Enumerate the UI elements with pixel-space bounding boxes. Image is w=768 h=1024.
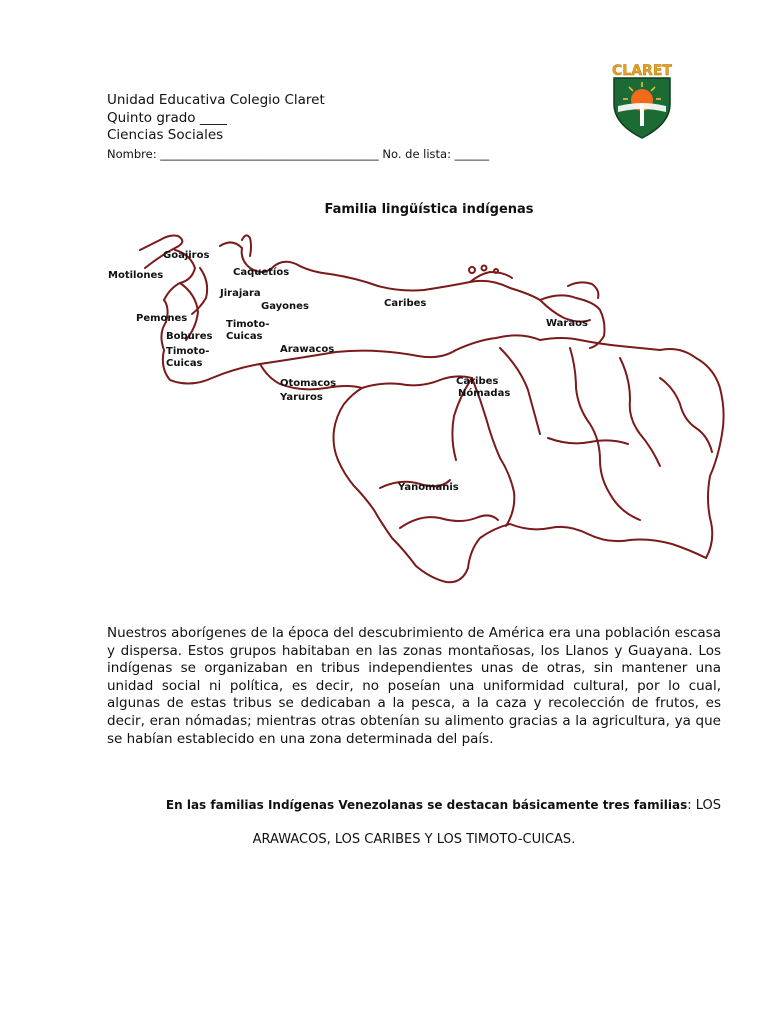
label-goajiros: Goajiros [163, 250, 210, 261]
closing-bold: En las familias Indígenas Venezolanas se destacan básicamente tres familias [165, 798, 688, 812]
label-waraos: Waraos [546, 318, 588, 329]
logo-text: CLARET [612, 63, 672, 79]
label-gayones: Gayones [261, 301, 309, 312]
name-list-line [107, 146, 489, 162]
label-timoto-cuicas-b1: Timoto- [166, 346, 210, 357]
venezuela-map [100, 228, 736, 596]
closing-families: ARAWACOS, LOS CARIBES Y LOS TIMOTO-CUICAS. [252, 832, 576, 847]
label-caquetios: Caquetíos [233, 267, 290, 278]
closing-colon: : LOS [687, 798, 721, 813]
name-field: Nombre: ______________________________________ [107, 146, 379, 161]
label-timoto-cuicas-b2: Cuicas [166, 358, 203, 369]
label-arawacos: Arawacos [280, 344, 335, 355]
list-number-field: No. de lista: ______ [382, 146, 490, 161]
label-otomacos: Otomacos [280, 378, 337, 389]
label-caribes-nomadas-1: Caribes [456, 376, 499, 387]
document-header [107, 92, 489, 162]
label-yaruros: Yaruros [280, 392, 323, 403]
label-pemones: Pemones [136, 313, 188, 324]
document-title: Familia lingüística indígenas [324, 202, 534, 217]
grade-line: Quinto grado ____ [107, 109, 227, 126]
label-timoto-cuicas-2: Cuicas [226, 331, 263, 342]
label-motilones: Motilones [108, 270, 164, 281]
label-jirajara: Jirajara [220, 288, 261, 299]
school-name: Unidad Educativa Colegio Claret [107, 92, 325, 108]
label-caribes-nomadas-2: Nómadas [458, 388, 511, 399]
label-bobures: Bobures [166, 331, 213, 342]
label-timoto-cuicas-1: Timoto- [226, 319, 270, 330]
subject-line: Ciencias Sociales [107, 127, 224, 143]
label-yanomanis: Yanomanis [398, 482, 459, 493]
claret-logo [604, 56, 680, 140]
body-paragraph: Nuestros aborígenes de la época del descubrimiento de América era una población escasa y dispersa. Estos grupos habitaban en las zonas montañosas, los Llanos y Guayana. Los indígenas se organizaban en tribus independientes unas de otras, sin mantener una unidad social ni política, es decir, no poseían una uniformidad cultural, por lo cual, algunas de estas tribus se dedicaban a la pesca, a la caza y recolección de frutos, es decir, eran nómadas; mientras otras obtenían su alimento gracias a la agricultura, ya que se habían establecido en una zona determinada del país. [107, 625, 721, 747]
label-caribes: Caribes [384, 298, 427, 309]
closing-statement [107, 797, 721, 814]
